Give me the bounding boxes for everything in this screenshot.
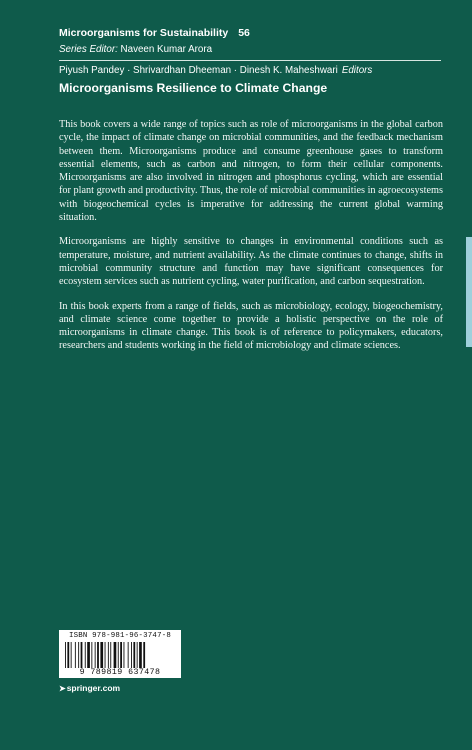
barcode-panel [59,630,181,678]
barcode-digits: 9 789819 637478 [79,668,161,677]
barcode-bars [65,642,175,668]
series-editor-name: Naveen Kumar Arora [120,44,213,55]
series-editor [59,43,459,56]
publisher-url: springer.com [66,683,121,693]
series-editor-label: Series Editor: [59,44,118,55]
series-header [59,26,459,56]
series-title [59,26,459,40]
series-name: Microorganisms for Sustainability [59,27,229,39]
book-title: Microorganisms Resilience to Climate Change [59,81,328,95]
description-paragraph: This book covers a wide range of topics such as role of microorganisms in the global carbon cycle, the impact of climate change on microbial communities, and the feedback mechanism between them. Microorganisms produce and consume greenhouse gases to transform essential elements, such as carbon and nitrogen, to form their cellular components. Microorganisms are also involved in nitrogen and phosphorus cycling, which are essential for plant growth and productivity. Thus, the role of microbial communities in agroecosystems with biogeochemical cycles is imperative for addressing the current global warming situation. [59,119,444,224]
springer-arrow-icon: ➤ [59,684,66,693]
book-description [59,118,443,364]
header-divider [59,60,441,61]
series-volume: 56 [238,27,250,39]
spine-edge-tab [466,237,472,347]
publisher-link[interactable] [59,683,120,693]
authors-line [59,64,459,77]
description-paragraph: Microorganisms are highly sensitive to changes in environmental conditions such as temperature, moisture, and nutrient availability. As the climate continues to change, shifts in microbial community structure and function may have significant consequences for ecosystem services such as nutrient cycling, water purification, and carbon sequestration. [59,236,443,288]
editors-label: Editors [341,65,373,76]
description-paragraph: In this book experts from a range of fields, such as microbiology, ecology, biogeochemistry, and climate science come together to provide a holistic perspective on the role of microorganisms in climate change. This book is of reference to policymakers, educators, researchers and students working in the field of microbiology and climate sciences. [59,300,443,352]
isbn-text: ISBN 978-981-96-3747-8 [69,632,171,640]
authors-names: Piyush Pandey · Shrivardhan Dheeman · Dinesh K. Maheshwari [59,65,338,76]
